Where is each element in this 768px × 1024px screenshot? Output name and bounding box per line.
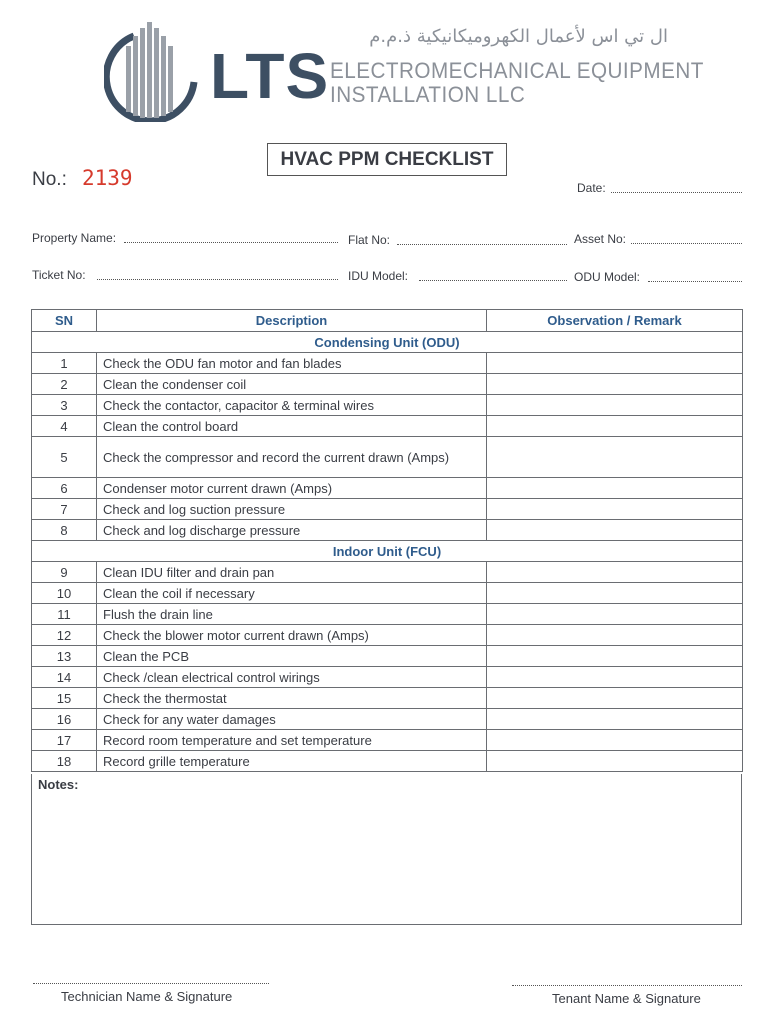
table-row (32, 562, 743, 583)
notes-area[interactable] (31, 774, 742, 925)
table-row (32, 520, 743, 541)
row-description: Clean the control board (97, 416, 487, 437)
ticket-no-field[interactable] (97, 279, 338, 280)
table-row (32, 730, 743, 751)
odu-model-field[interactable] (648, 281, 742, 282)
checklist-body (32, 332, 743, 772)
row-sn: 12 (32, 625, 97, 646)
row-sn: 6 (32, 478, 97, 499)
notes-label: Notes: (38, 777, 79, 792)
row-sn: 2 (32, 374, 97, 395)
table-row (32, 751, 743, 772)
column-header-observation: Observation / Remark (487, 310, 743, 332)
section-title: Condensing Unit (ODU) (32, 332, 743, 353)
company-logo-icon (104, 18, 204, 122)
row-observation-cell[interactable] (487, 583, 743, 604)
table-row (32, 437, 743, 478)
row-sn: 11 (32, 604, 97, 625)
date-field[interactable] (611, 192, 742, 193)
table-row (32, 416, 743, 437)
row-sn: 4 (32, 416, 97, 437)
row-description: Check the ODU fan motor and fan blades (97, 353, 487, 374)
company-arabic-name: ال تي اس لأعمال الكهروميكانيكية ذ.م.م (369, 26, 668, 47)
row-observation-cell[interactable] (487, 667, 743, 688)
row-description: Clean the coil if necessary (97, 583, 487, 604)
row-sn: 8 (32, 520, 97, 541)
row-sn: 7 (32, 499, 97, 520)
table-row (32, 688, 743, 709)
logo-wordmark: LTS (210, 40, 330, 112)
row-description: Record room temperature and set temperature (97, 730, 487, 751)
form-title: HVAC PPM CHECKLIST (267, 143, 507, 176)
table-row (32, 478, 743, 499)
table-row (32, 667, 743, 688)
row-observation-cell[interactable] (487, 520, 743, 541)
serial-number: 2139 (82, 166, 133, 190)
idu-model-label: IDU Model: (348, 269, 409, 283)
row-sn: 1 (32, 353, 97, 374)
row-description: Check and log discharge pressure (97, 520, 487, 541)
company-name-line-2: INSTALLATION LLC (330, 82, 526, 107)
column-header-description: Description (97, 310, 487, 332)
row-sn: 14 (32, 667, 97, 688)
row-description: Record grille temperature (97, 751, 487, 772)
row-description: Check the thermostat (97, 688, 487, 709)
row-sn: 3 (32, 395, 97, 416)
row-observation-cell[interactable] (487, 478, 743, 499)
tenant-signature-line[interactable] (512, 985, 742, 986)
odu-model-label: ODU Model: (574, 270, 641, 284)
row-sn: 15 (32, 688, 97, 709)
row-observation-cell[interactable] (487, 625, 743, 646)
row-observation-cell[interactable] (487, 437, 743, 478)
row-observation-cell[interactable] (487, 730, 743, 751)
row-observation-cell[interactable] (487, 353, 743, 374)
row-observation-cell[interactable] (487, 499, 743, 520)
table-row (32, 353, 743, 374)
technician-signature-label: Technician Name & Signature (61, 989, 233, 1004)
table-row (32, 709, 743, 730)
row-description: Check the compressor and record the current drawn (Amps) (97, 437, 487, 478)
row-sn: 13 (32, 646, 97, 667)
row-description: Check for any water damages (97, 709, 487, 730)
asset-no-field[interactable] (631, 243, 742, 244)
row-description: Check and log suction pressure (97, 499, 487, 520)
company-name-line-1: ELECTROMECHANICAL EQUIPMENT (330, 58, 704, 83)
row-description: Clean the condenser coil (97, 374, 487, 395)
row-description: Check the blower motor current drawn (Amps) (97, 625, 487, 646)
row-description: Check /clean electrical control wirings (97, 667, 487, 688)
row-observation-cell[interactable] (487, 709, 743, 730)
section-title: Indoor Unit (FCU) (32, 541, 743, 562)
row-observation-cell[interactable] (487, 688, 743, 709)
checklist-table (31, 309, 743, 772)
flat-no-field[interactable] (397, 244, 567, 245)
row-description: Condenser motor current drawn (Amps) (97, 478, 487, 499)
section-header-row (32, 332, 743, 353)
row-description: Flush the drain line (97, 604, 487, 625)
row-observation-cell[interactable] (487, 751, 743, 772)
row-observation-cell[interactable] (487, 646, 743, 667)
row-sn: 16 (32, 709, 97, 730)
asset-no-label: Asset No: (574, 232, 627, 246)
table-row (32, 625, 743, 646)
table-row (32, 646, 743, 667)
table-row (32, 604, 743, 625)
property-name-field[interactable] (124, 242, 338, 243)
row-sn: 10 (32, 583, 97, 604)
row-observation-cell[interactable] (487, 562, 743, 583)
table-header-row (32, 310, 743, 332)
row-sn: 9 (32, 562, 97, 583)
technician-signature-line[interactable] (33, 983, 269, 984)
table-row (32, 395, 743, 416)
serial-label: No.: (32, 169, 67, 190)
row-description: Clean the PCB (97, 646, 487, 667)
row-description: Clean IDU filter and drain pan (97, 562, 487, 583)
row-observation-cell[interactable] (487, 416, 743, 437)
idu-model-field[interactable] (419, 280, 567, 281)
date-label: Date: (577, 181, 606, 195)
ticket-no-label: Ticket No: (32, 268, 86, 282)
table-row (32, 374, 743, 395)
row-observation-cell[interactable] (487, 604, 743, 625)
row-observation-cell[interactable] (487, 395, 743, 416)
row-sn: 17 (32, 730, 97, 751)
flat-no-label: Flat No: (348, 233, 391, 247)
row-observation-cell[interactable] (487, 374, 743, 395)
table-row (32, 583, 743, 604)
row-sn: 18 (32, 751, 97, 772)
property-name-label: Property Name: (32, 231, 117, 245)
table-row (32, 499, 743, 520)
tenant-signature-label: Tenant Name & Signature (552, 991, 701, 1006)
section-header-row (32, 541, 743, 562)
column-header-sn: SN (32, 310, 97, 332)
row-description: Check the contactor, capacitor & terminal wires (97, 395, 487, 416)
row-sn: 5 (32, 437, 97, 478)
